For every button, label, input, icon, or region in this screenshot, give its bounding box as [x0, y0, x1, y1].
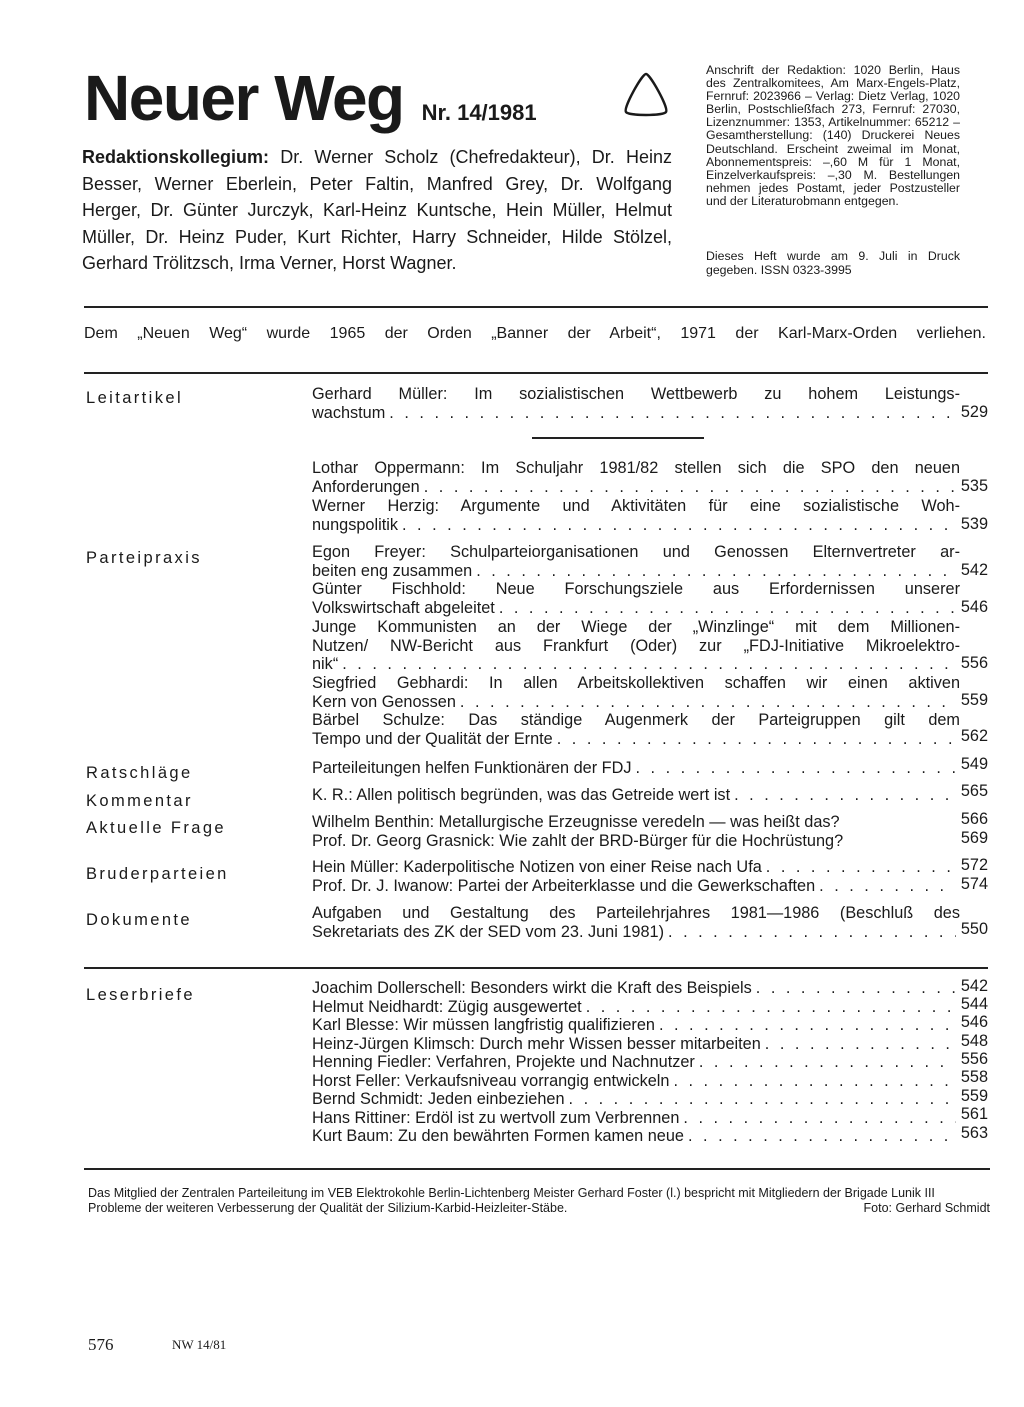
leader-dots — [586, 998, 956, 1017]
category-leitartikel: Leitartikel — [86, 389, 184, 407]
leader-dots — [756, 979, 956, 998]
toc-entry-title: Aufgaben und Gestaltung des Parteilehrjahres 1981—1986 (Beschluß des — [312, 904, 960, 922]
toc-entry-title: Henning Fiedler: Verfahren, Projekte und Nachnutzer — [312, 1053, 695, 1071]
category-aktuelle-frage: Aktuelle Frage — [86, 819, 226, 837]
toc-entry — [312, 674, 960, 711]
toc-entry-title: Heinz-Jürgen Klimsch: Durch mehr Wissen besser mitarbeiten — [312, 1034, 761, 1053]
list-item — [312, 1035, 960, 1054]
toc-entry-title-cont: beiten eng zusammen — [312, 561, 473, 580]
toc-entry — [312, 618, 960, 674]
photo-credit: Foto: Gerhard Schmidt — [863, 1201, 990, 1215]
toc-page-number: 542 — [960, 561, 988, 579]
leader-dots — [688, 1127, 956, 1146]
toc-page-number: 550 — [960, 920, 988, 938]
toc-entry-title: Joachim Dollerschell: Besonders wirkt die Kraft des Beispiels — [312, 979, 752, 997]
award-notice: Dem „Neuen Weg“ wurde 1965 der Orden „Banner der Arbeit“, 1971 der Karl-Marx-Orden verliehen. — [84, 325, 986, 342]
toc-entry-title: Prof. Dr. Georg Grasnick: Wie zahlt der BRD-Bürger für die Hochrüstung? — [312, 831, 844, 850]
toc-page-number: 559 — [960, 691, 988, 709]
leader-dots — [765, 1035, 956, 1054]
toc-page-number: 546 — [960, 598, 988, 616]
leader-dots — [476, 562, 956, 581]
list-item — [312, 1053, 960, 1072]
editorial-board — [82, 144, 672, 277]
toc-entry — [312, 385, 960, 422]
category-kommentar: Kommentar — [86, 792, 193, 810]
print-date-note: Dieses Heft wurde am 9. Juli in Druck gegeben. ISSN 0323-3995 — [706, 249, 960, 277]
leader-dots — [557, 730, 956, 749]
letters-list — [312, 979, 960, 1146]
toc-page-number: 565 — [960, 782, 988, 800]
leader-dots — [659, 1016, 956, 1035]
leader-dots — [683, 1109, 956, 1128]
toc-page-number: 561 — [960, 1105, 988, 1123]
category-ratschlaege: Ratschläge — [86, 764, 193, 782]
photo-caption — [88, 1186, 990, 1216]
toc-entry-title: Helmut Neidhardt: Zügig ausgewertet — [312, 997, 582, 1016]
toc-page-number: 569 — [960, 829, 988, 847]
leader-dots — [499, 599, 956, 618]
list-item — [312, 1016, 960, 1035]
toc-entry-title-cont: nik“ — [312, 655, 339, 673]
toc-page-number: 542 — [960, 977, 988, 995]
toc-entry-title: Karl Blesse: Wir müssen langfristig qualifizieren — [312, 1016, 655, 1034]
toc-entry — [312, 786, 960, 805]
masthead — [84, 62, 537, 134]
list-item — [312, 998, 960, 1017]
category-dokumente: Dokumente — [86, 911, 192, 929]
issue-reference: NW 14/81 — [172, 1337, 227, 1352]
imprint-text: Anschrift der Redaktion: 1020 Berlin, Haus des Zentralkomitees, Am Marx-Engels-Platz, Fernruf: 2023966 – Verlag: Dietz Verlag, 1020 Berlin, Postschließfach 273, Fernruf: 27030, Lizenznummer: 1353, Artikelnummer: 65212 – Gesamtherstellung: (140) Druckerei Neues Deutschland. Erscheint zweimal im Monat, Abonnementspreis: –,60 M für 1 Monat, Einzelverkaufspreis: –,30 M. Bestellungen nehmen jedes Postamt, jeder Postzusteller und der Literaturobmann entgegen. — [706, 63, 960, 208]
leader-dots — [402, 516, 956, 535]
caption-text: Das Mitglied der Zentralen Parteileitung im VEB Elektrokohle Berlin-Lichtenberg Meister Gerhard Foster (l.) bespricht mit Mitgliedern der Brigade Lunik III Probleme der weiteren Verbesserung der Qualität der Silizium-Karbid-Heizleiter-Stäbe. — [88, 1186, 935, 1215]
toc-entry — [312, 543, 960, 580]
toc-entry — [312, 497, 960, 534]
leader-dots — [389, 404, 956, 423]
toc-entry-title: Prof. Dr. J. Iwanow: Partei der Arbeiterklasse und die Gewerkschaften — [312, 876, 816, 895]
divider — [84, 967, 988, 969]
list-item — [312, 1090, 960, 1109]
toc-entry-title-cont: Kern von Genossen — [312, 692, 456, 711]
toc-page-number: 566 — [960, 810, 988, 828]
toc-entry — [312, 904, 960, 941]
toc-entry-title-cont: nungspolitik — [312, 515, 398, 534]
leader-dots — [668, 923, 956, 942]
toc-entry — [312, 459, 960, 496]
toc-page-number: 556 — [960, 654, 988, 672]
category-bruderparteien: Bruderparteien — [86, 865, 229, 883]
editorial-board-names: Dr. Werner Scholz (Chefredakteur), Dr. Heinz Besser, Werner Eberlein, Peter Faltin, Manfred Grey, Dr. Wolfgang Herger, Dr. Günter Jurczyk, Karl-Heinz Kuntsche, Hein Müller, Helmut Müller, Dr. Heinz Puder, Kurt Richter, Harry Schneider, Hilde Stölzel, Gerhard Trölitzsch, Irma Verner, Horst Wagner. — [82, 147, 672, 273]
toc-page-number: 574 — [960, 875, 988, 893]
toc-page-number: 539 — [960, 515, 988, 533]
toc-page-number: 529 — [960, 403, 988, 421]
toc-entry — [312, 580, 960, 617]
page-number: 576 — [88, 1335, 114, 1354]
editorial-board-label: Redaktionskollegium: — [82, 147, 270, 167]
leader-dots — [342, 655, 956, 674]
leader-dots — [569, 1090, 956, 1109]
toc-entry-title: Siegfried Gebhardi: In allen Arbeitskollektiven schaffen wir einen aktiven — [312, 674, 960, 692]
toc-page-number: 544 — [960, 995, 988, 1013]
category-leserbriefe: Leserbriefe — [86, 986, 195, 1004]
toc-page-number: 546 — [960, 1013, 988, 1031]
toc-entry-title: Horst Feller: Verkaufsniveau vorrangig entwickeln — [312, 1071, 670, 1090]
toc-page-number: 558 — [960, 1068, 988, 1086]
toc-entry — [312, 858, 960, 895]
section-divider — [532, 437, 704, 439]
toc-entry-title-cont: Tempo und der Qualität der Ernte — [312, 729, 553, 748]
toc-entry-title: Lothar Oppermann: Im Schuljahr 1981/82 stellen sich die SPO den neuen — [312, 459, 960, 477]
toc-entry — [312, 759, 960, 778]
toc-entry-title-cont: wachstum — [312, 403, 386, 422]
toc-entry-title: Hein Müller: Kaderpolitische Notizen von einer Reise nach Ufa — [312, 858, 762, 876]
toc-page-number: 562 — [960, 727, 988, 745]
leader-dots — [460, 693, 956, 712]
list-item — [312, 1127, 960, 1146]
toc-entry-title: Kurt Baum: Zu den bewährten Formen kamen neue — [312, 1127, 684, 1145]
toc-page-number: 535 — [960, 477, 988, 495]
toc-entry-title: Parteileitungen helfen Funktionären der FDJ — [312, 759, 632, 777]
leader-dots — [635, 759, 956, 778]
toc-entry — [312, 813, 960, 850]
toc-entry — [312, 711, 960, 748]
toc-page-number: 572 — [960, 856, 988, 874]
leader-dots — [673, 1072, 956, 1091]
toc-entry-title: Egon Freyer: Schulparteiorganisationen und Genossen Elternvertreter ar- — [312, 543, 960, 561]
toc-entry-title-cont: Volkswirtschaft abgeleitet — [312, 598, 495, 617]
toc-entry-title: Hans Rittiner: Erdöl ist zu wertvoll zum Verbrennen — [312, 1108, 680, 1127]
toc-entry-title: Wilhelm Benthin: Metallurgische Erzeugnisse veredeln — was heißt das? — [312, 813, 840, 831]
leader-dots — [424, 478, 956, 497]
toc-entry-title: K. R.: Allen politisch begründen, was das Getreide wert ist — [312, 786, 731, 804]
leader-dots — [819, 877, 956, 896]
list-item — [312, 1072, 960, 1091]
divider — [84, 372, 988, 374]
toc-page-number: 559 — [960, 1087, 988, 1105]
toc-page-number: 563 — [960, 1124, 988, 1142]
toc-page-number: 556 — [960, 1050, 988, 1068]
leader-dots — [734, 786, 956, 805]
toc-entry-title-cont: Anforderungen — [312, 477, 420, 496]
toc-entry-title: Bernd Schmidt: Jeden einbeziehen — [312, 1090, 565, 1108]
issue-number: Nr. 14/1981 — [421, 100, 537, 125]
toc-entry-title: Werner Herzig: Argumente und Aktivitäten für eine sozialistische Woh- — [312, 497, 960, 515]
toc-page-number: 548 — [960, 1032, 988, 1050]
toc-page-number: 549 — [960, 755, 988, 773]
toc-entry-title: Bärbel Schulze: Das ständige Augenmerk der Parteigruppen gilt dem — [312, 711, 960, 729]
triangle-logo-icon — [620, 70, 672, 118]
leader-dots — [766, 858, 956, 877]
toc-entry-title: Günter Fischhold: Neue Forschungsziele aus Erfordernissen unserer — [312, 580, 960, 598]
category-parteipraxis: Parteipraxis — [86, 549, 202, 567]
list-item — [312, 1109, 960, 1128]
leader-dots — [699, 1053, 956, 1072]
divider — [84, 306, 988, 308]
divider — [84, 1168, 990, 1170]
magazine-title: Neuer Weg — [84, 62, 404, 134]
toc-entry-title: Gerhard Müller: Im sozialistischen Wettbewerb zu hohem Leistungs- — [312, 385, 960, 403]
toc-entry-title-cont: Nutzen/ NW-Bericht aus Frankfurt (Oder) zur „FDJ-Initiative Mikroelektro- — [312, 636, 960, 655]
list-item — [312, 979, 960, 998]
toc-entry-title-cont: Sekretariats des ZK der SED vom 23. Juni 1981) — [312, 922, 665, 941]
toc-entry-title: Junge Kommunisten an der Wiege der „Winzlinge“ mit dem Millionen- — [312, 618, 960, 636]
